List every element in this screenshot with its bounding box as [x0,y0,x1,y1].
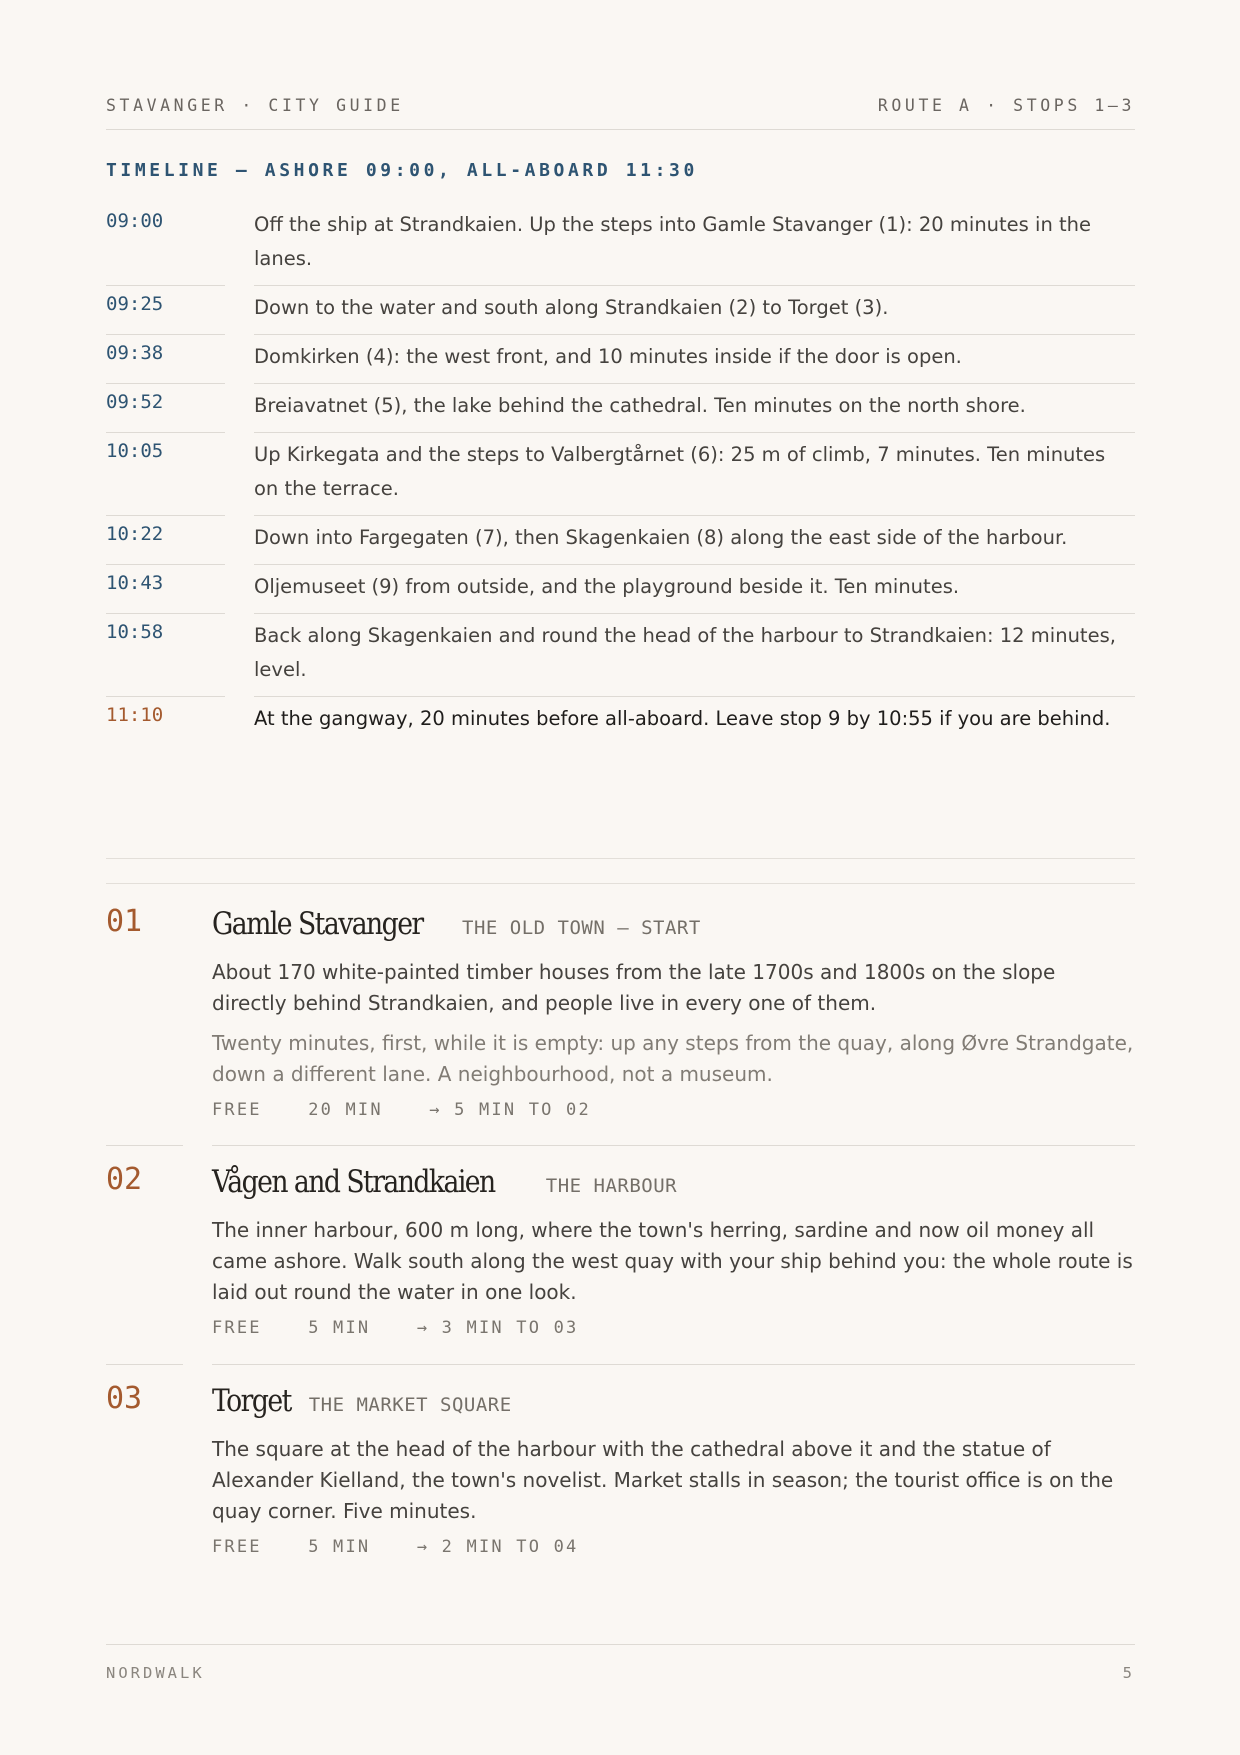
timeline-time: 10:43 [106,572,164,594]
timeline-heading: TIMELINE — ASHORE 09:00, ALL-ABOARD 11:30 [106,160,698,181]
timeline-text: Domkirken (4): the west front, and 10 minutes inside if the door is open. [254,345,962,368]
timeline-text: Back along Skagenkaien and round the head of the harbour to Strandkaien: 12 minutes, level. [254,624,1116,681]
stop-subtitle: THE HARBOUR [545,1175,678,1197]
timeline-row [106,334,1135,383]
stop-name: Gamle Stavanger [212,906,423,942]
stop-divider [106,1364,183,1365]
stop-duration: 5 MIN [308,1537,371,1557]
stop-name: Vågen and Strandkaien [212,1164,495,1200]
timeline-row-final [106,696,1135,745]
stop-name: Torget [212,1383,291,1419]
stop-price: FREE [212,1537,262,1557]
timeline-text: Oljemuseet (9) from outside, and the playground beside it. Ten minutes. [254,575,960,598]
timeline-end-divider [106,858,1135,859]
header-divider [106,129,1135,130]
timeline-time: 09:38 [106,342,164,364]
header-section-title: STAVANGER · CITY GUIDE [106,96,404,115]
timeline-row [106,383,1135,432]
timeline-text: Down to the water and south along Strandkaien (2) to Torget (3). [254,296,889,319]
stop-description: The inner harbour, 600 m long, where the town's herring, sardine and now oil money all came ashore. Walk south along the west quay with your ship behind you: the whole route is laid out round the water in one look. [212,1218,1133,1304]
stop-subtitle: THE MARKET SQUARE [308,1394,512,1416]
stop-body [212,1162,1135,1338]
timeline-time: 10:58 [106,621,164,643]
stop-divider [106,1145,183,1146]
stops-start-divider [106,883,1135,884]
timeline-time: 09:25 [106,293,164,315]
stop-meta [212,1100,1135,1120]
stop-title-line [212,904,1135,949]
stop-price: FREE [212,1318,262,1338]
timeline-time: 11:10 [106,704,164,726]
header-route-label: ROUTE A · STOPS 1–3 [877,96,1135,115]
stop-note: Twenty minutes, first, while it is empty: up any steps from the quay, along Øvre Strandgate, down a different lane. A neighbourhood, not a museum. [212,1031,1134,1086]
timeline-text: Up Kirkegata and the steps to Valbergtårnet (6): 25 m of climb, 7 minutes. Ten minutes on the terrace. [254,443,1106,500]
timeline-row [106,285,1135,334]
stop-next: → 3 MIN TO 03 [416,1318,579,1338]
timeline-time: 09:52 [106,391,164,413]
running-header [106,96,1135,115]
page-footer [106,1664,1135,1682]
stop-title-line [212,1162,1135,1207]
stop-title-line [212,1381,1135,1426]
stop-meta [212,1537,1135,1557]
page-number: 5 [1122,1664,1135,1682]
stop-number: 03 [106,1381,143,1416]
stop-number: 02 [106,1162,143,1197]
stop-next: → 2 MIN TO 04 [416,1537,579,1557]
stop-subtitle: THE OLD TOWN — START [462,917,701,939]
timeline-time: 09:00 [106,210,164,232]
timeline-text: Down into Fargegaten (7), then Skagenkaien (8) along the east side of the harbour. [254,526,1068,549]
timeline-row [106,613,1135,696]
timeline [106,202,1135,745]
timeline-time: 10:22 [106,523,164,545]
timeline-text: Off the ship at Strandkaien. Up the steps into Gamle Stavanger (1): 20 minutes in the lanes. [254,213,1092,270]
timeline-text: Breiavatnet (5), the lake behind the cathedral. Ten minutes on the north shore. [254,394,1026,417]
stop-body [212,904,1135,1120]
stop-description: The square at the head of the harbour with the cathedral above it and the statue of Alexander Kielland, the town's novelist. Market stalls in season; the tourist office is on the quay corner. Five minutes. [212,1437,1114,1523]
stop-description: About 170 white-painted timber houses from the late 1700s and 1800s on the slope directly behind Strandkaien, and people live in every one of them. [212,960,1056,1015]
timeline-row [106,515,1135,564]
footer-divider [106,1644,1135,1645]
footer-brand: NORDWALK [106,1664,205,1682]
stop-divider [212,1145,1135,1146]
timeline-row [106,202,1135,285]
stop-number: 01 [106,904,143,939]
stop-next: → 5 MIN TO 02 [429,1100,591,1120]
stop-duration: 5 MIN [308,1318,371,1338]
stop-divider [212,1364,1135,1365]
timeline-row [106,432,1135,515]
stop-meta [212,1318,1135,1338]
stop-price: FREE [212,1100,262,1120]
timeline-text: At the gangway, 20 minutes before all-aboard. Leave stop 9 by 10:55 if you are behind. [254,707,1111,730]
timeline-time: 10:05 [106,440,164,462]
stop-duration: 20 MIN [308,1100,383,1120]
stop-body [212,1381,1135,1557]
timeline-row [106,564,1135,613]
